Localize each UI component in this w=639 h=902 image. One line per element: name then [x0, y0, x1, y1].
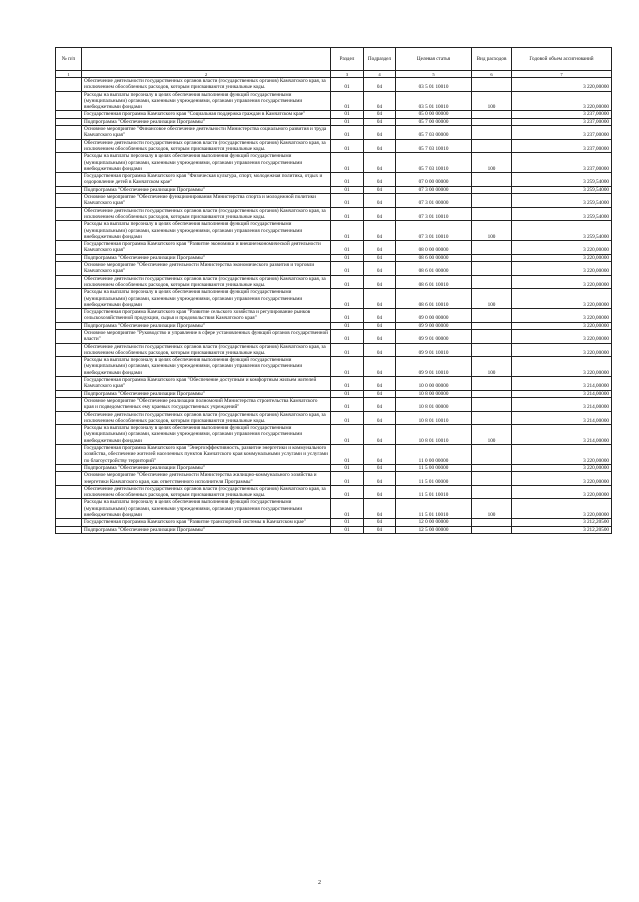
table-row — [56, 445, 612, 465]
table-row — [56, 425, 612, 445]
row-name: Подпрограмма "Обеспечение реализации Программы" — [82, 118, 331, 125]
row-target-article: 07 3 01 00000 — [396, 194, 472, 208]
table-row — [56, 91, 612, 111]
row-amount: 3 220,00000 — [512, 254, 612, 261]
row-number — [56, 289, 82, 309]
row-target-article: 11 5 00 00000 — [396, 464, 472, 471]
row-target-article: 10 8 00 00000 — [396, 390, 472, 397]
row-target-article: 07 3 01 10010 — [396, 207, 472, 221]
row-podrazdel: 04 — [364, 526, 396, 533]
row-number — [56, 221, 82, 241]
row-podrazdel: 04 — [364, 464, 396, 471]
table-row — [56, 322, 612, 329]
row-name: Государственная программа Камчатского края "Энергоэффективность, развитие энергетики и коммунального хозяйства, обеспечение жителей населенных пунктов Камчатского края коммунальными услугами и услугами по благоустройству территорий" — [82, 445, 331, 465]
budget-sheet — [55, 47, 612, 534]
table-row — [56, 262, 612, 276]
row-amount: 3 220,00000 — [512, 329, 612, 343]
row-name: Расходы на выплаты персоналу в целях обеспечения выполнения функций государственными (муниципальными) органами, казенными учреждениями, органами управления государственными внебюджетными фондами — [82, 221, 331, 241]
row-podrazdel: 04 — [364, 289, 396, 309]
col-header-vid: Вид расходов — [472, 48, 512, 71]
column-number: 7 — [512, 71, 612, 78]
col-header-podrazdel: Подраздел — [364, 48, 396, 71]
table-row — [56, 186, 612, 193]
row-target-article: 11 5 01 10010 — [396, 485, 472, 499]
row-razdel: 01 — [331, 526, 364, 533]
row-razdel: 01 — [331, 241, 364, 255]
row-expense-type — [472, 343, 512, 357]
row-target-article: 10 0 00 00000 — [396, 377, 472, 391]
table-row — [56, 111, 612, 118]
col-header-amount: Годовой объем ассигнований — [512, 48, 612, 71]
column-number: 1 — [56, 71, 82, 78]
row-expense-type — [472, 78, 512, 92]
row-number — [56, 425, 82, 445]
row-expense-type — [472, 397, 512, 411]
row-expense-type — [472, 111, 512, 118]
column-number: 6 — [472, 71, 512, 78]
row-expense-type — [472, 126, 512, 140]
row-name: Расходы на выплаты персоналу в целях обеспечения выполнения функций государственными (муниципальными) органами, казенными учреждениями, органами управления государственными внебюджетными фондами — [82, 357, 331, 377]
row-razdel: 01 — [331, 519, 364, 526]
table-row — [56, 126, 612, 140]
column-number: 5 — [396, 71, 472, 78]
row-razdel: 01 — [331, 357, 364, 377]
row-number — [56, 275, 82, 289]
row-expense-type — [472, 322, 512, 329]
row-target-article: 05 7 03 10010 — [396, 139, 472, 153]
row-razdel: 01 — [331, 254, 364, 261]
row-podrazdel: 04 — [364, 411, 396, 425]
row-expense-type: 100 — [472, 289, 512, 309]
table-body — [56, 78, 612, 534]
row-podrazdel: 04 — [364, 194, 396, 208]
row-target-article: 10 8 01 10010 — [396, 425, 472, 445]
row-number — [56, 472, 82, 486]
row-podrazdel: 04 — [364, 91, 396, 111]
row-razdel: 01 — [331, 411, 364, 425]
row-razdel: 01 — [331, 126, 364, 140]
table-row — [56, 464, 612, 471]
column-number: 4 — [364, 71, 396, 78]
row-target-article: 10 8 01 10010 — [396, 411, 472, 425]
row-number — [56, 173, 82, 187]
row-expense-type — [472, 519, 512, 526]
row-name: Государственная программа Камчатского края "Развитие транспортной системы в Камчатском крае" — [82, 519, 331, 526]
row-podrazdel: 04 — [364, 485, 396, 499]
row-amount: 3 237,00000 — [512, 118, 612, 125]
row-razdel: 01 — [331, 91, 364, 111]
row-expense-type — [472, 118, 512, 125]
row-amount: 3 214,00000 — [512, 397, 612, 411]
row-podrazdel: 04 — [364, 397, 396, 411]
row-amount: 3 212,20500 — [512, 519, 612, 526]
row-razdel: 01 — [331, 221, 364, 241]
row-amount: 3 259,54000 — [512, 207, 612, 221]
row-razdel: 01 — [331, 377, 364, 391]
row-expense-type — [472, 445, 512, 465]
row-target-article: 11 5 01 10010 — [396, 499, 472, 519]
row-name: Расходы на выплаты персоналу в целях обеспечения выполнения функций государственными (муниципальными) органами, казенными учреждениями, органами управления государственными внебюджетными фондами — [82, 425, 331, 445]
row-expense-type: 100 — [472, 499, 512, 519]
row-target-article: 05 7 00 00000 — [396, 118, 472, 125]
row-amount: 3 220,00000 — [512, 241, 612, 255]
row-expense-type — [472, 139, 512, 153]
row-amount: 3 237,00000 — [512, 126, 612, 140]
row-target-article: 07 0 00 00000 — [396, 173, 472, 187]
row-expense-type — [472, 472, 512, 486]
row-number — [56, 126, 82, 140]
row-name: Расходы на выплаты персоналу в целях обеспечения выполнения функций государственными (муниципальными) органами, казенными учреждениями, органами управления государственными внебюджетными фондами — [82, 499, 331, 519]
table-row — [56, 499, 612, 519]
header-row — [56, 48, 612, 71]
row-razdel: 01 — [331, 329, 364, 343]
row-name: Основное мероприятие "Обеспечение деятельности Министерства жилищно-коммунального хозяйства и энергетики Камчатского края, как ответственного исполнителя Программы" — [82, 472, 331, 486]
column-number-row — [56, 71, 612, 78]
row-target-article: 07 3 00 00000 — [396, 186, 472, 193]
row-name: Обеспечение деятельности государственных органов власти (государственных органов) Камчатского края, за исключением обособленных расходов, которым присваиваются уникальные коды. — [82, 139, 331, 153]
row-number — [56, 397, 82, 411]
table-row — [56, 357, 612, 377]
table-row — [56, 153, 612, 173]
row-amount: 3 259,54000 — [512, 194, 612, 208]
row-amount: 3 220,00000 — [512, 357, 612, 377]
row-target-article: 05 7 03 10010 — [396, 153, 472, 173]
row-name: Обеспечение деятельности государственных органов власти (государственных органов) Камчатского края, за исключением обособленных расходов, которым присваиваются уникальные коды. — [82, 78, 331, 92]
row-expense-type — [472, 173, 512, 187]
row-razdel: 01 — [331, 322, 364, 329]
table-row — [56, 485, 612, 499]
row-amount: 3 259,54000 — [512, 221, 612, 241]
row-amount: 3 237,00000 — [512, 153, 612, 173]
table-row — [56, 78, 612, 92]
row-podrazdel: 04 — [364, 254, 396, 261]
row-expense-type — [472, 526, 512, 533]
row-number — [56, 411, 82, 425]
table-row — [56, 309, 612, 323]
row-podrazdel: 04 — [364, 221, 396, 241]
row-name: Государственная программа Камчатского края "Обеспечение доступным и комфортным жильем жителей Камчатского края" — [82, 377, 331, 391]
table-row — [56, 241, 612, 255]
row-podrazdel: 04 — [364, 118, 396, 125]
row-name: Расходы на выплаты персоналу в целях обеспечения выполнения функций государственными (муниципальными) органами, казенными учреждениями, органами управления государственными внебюджетными фондами — [82, 91, 331, 111]
page-number: 2 — [318, 880, 321, 886]
row-name: Основное мероприятие "Обеспечение реализации полномочий Министерства строительства Камчатского края и подведомственных ему краевых государственных учреждений" — [82, 397, 331, 411]
row-number — [56, 357, 82, 377]
row-podrazdel: 04 — [364, 445, 396, 465]
row-podrazdel: 04 — [364, 173, 396, 187]
row-expense-type — [472, 485, 512, 499]
row-amount: 3 220,00000 — [512, 262, 612, 276]
row-number — [56, 390, 82, 397]
row-amount: 3 237,00000 — [512, 139, 612, 153]
row-podrazdel: 04 — [364, 390, 396, 397]
row-name: Государственная программа Камчатского края "Развитие сельского хозяйства и регулирование рынков сельскохозяйственной продукции, сырья и продовольствия Камчатского края" — [82, 309, 331, 323]
row-expense-type — [472, 411, 512, 425]
row-expense-type — [472, 377, 512, 391]
row-podrazdel: 04 — [364, 309, 396, 323]
row-podrazdel: 04 — [364, 139, 396, 153]
row-number — [56, 526, 82, 533]
row-razdel: 01 — [331, 275, 364, 289]
table-row — [56, 519, 612, 526]
row-razdel: 01 — [331, 153, 364, 173]
row-target-article: 09 0 00 00000 — [396, 309, 472, 323]
row-amount: 3 214,00000 — [512, 425, 612, 445]
row-number — [56, 118, 82, 125]
row-name: Подпрограмма "Обеспечение реализации Программы" — [82, 390, 331, 397]
col-header-target: Целевая статья — [396, 48, 472, 71]
table-row — [56, 472, 612, 486]
row-podrazdel: 04 — [364, 377, 396, 391]
row-name: Государственная программа Камчатского края "Физическая культура, спорт, молодежная политика, отдых и оздоровление детей в Камчатском крае" — [82, 173, 331, 187]
row-razdel: 01 — [331, 207, 364, 221]
row-expense-type — [472, 390, 512, 397]
row-amount: 3 220,00000 — [512, 309, 612, 323]
row-name: Основное мероприятие "Руководство и управление в сфере установленных функций органов государственной власти" — [82, 329, 331, 343]
row-target-article: 11 5 01 00000 — [396, 472, 472, 486]
row-target-article: 10 8 01 00000 — [396, 397, 472, 411]
row-razdel: 01 — [331, 499, 364, 519]
row-podrazdel: 04 — [364, 153, 396, 173]
row-target-article: 08 6 01 10010 — [396, 275, 472, 289]
row-podrazdel: 04 — [364, 207, 396, 221]
row-number — [56, 153, 82, 173]
row-podrazdel: 04 — [364, 111, 396, 118]
row-expense-type: 100 — [472, 357, 512, 377]
row-amount: 3 220,00000 — [512, 91, 612, 111]
row-number — [56, 445, 82, 465]
row-number — [56, 329, 82, 343]
row-razdel: 01 — [331, 397, 364, 411]
row-podrazdel: 04 — [364, 241, 396, 255]
row-amount: 3 237,00000 — [512, 111, 612, 118]
row-number — [56, 194, 82, 208]
row-name: Обеспечение деятельности государственных органов власти (государственных органов) Камчатского края, за исключением обособленных расходов, которым присваиваются уникальные коды. — [82, 343, 331, 357]
row-razdel: 01 — [331, 173, 364, 187]
row-expense-type: 100 — [472, 425, 512, 445]
col-header-num: № п/п — [56, 48, 82, 71]
row-amount: 3 220,00000 — [512, 464, 612, 471]
row-name: Подпрограмма "Обеспечение реализации Программы" — [82, 186, 331, 193]
row-number — [56, 139, 82, 153]
table-row — [56, 118, 612, 125]
row-name: Обеспечение деятельности государственных органов власти (государственных органов) Камчатского края, за исключением обособленных расходов, которым присваиваются уникальные коды. — [82, 207, 331, 221]
row-razdel: 01 — [331, 425, 364, 445]
table-row — [56, 254, 612, 261]
row-target-article: 05 0 00 00000 — [396, 111, 472, 118]
row-number — [56, 343, 82, 357]
row-name: Основное мероприятие "Обеспечение функционирования Министерства спорта и молодежной политики Камчатского края" — [82, 194, 331, 208]
row-razdel: 01 — [331, 194, 364, 208]
row-expense-type: 100 — [472, 91, 512, 111]
row-number — [56, 519, 82, 526]
row-name: Государственная программа Камчатского края "Социальная поддержка граждан в Камчатском крае" — [82, 111, 331, 118]
row-expense-type — [472, 186, 512, 193]
row-razdel: 01 — [331, 445, 364, 465]
row-expense-type — [472, 329, 512, 343]
row-amount: 3 212,20500 — [512, 526, 612, 533]
row-name: Обеспечение деятельности государственных органов власти (государственных органов) Камчатского края, за исключением обособленных расходов, которым присваиваются уникальные коды. — [82, 275, 331, 289]
row-podrazdel: 04 — [364, 425, 396, 445]
row-number — [56, 309, 82, 323]
row-amount: 3 220,00000 — [512, 445, 612, 465]
table-row — [56, 194, 612, 208]
row-razdel: 01 — [331, 186, 364, 193]
row-target-article: 08 6 01 00000 — [396, 262, 472, 276]
row-podrazdel: 04 — [364, 519, 396, 526]
row-razdel: 01 — [331, 390, 364, 397]
row-podrazdel: 04 — [364, 186, 396, 193]
row-expense-type — [472, 275, 512, 289]
row-number — [56, 207, 82, 221]
row-expense-type — [472, 254, 512, 261]
row-name: Государственная программа Камчатского края "Развитие экономики и внешнеэкономической деятельности Камчатского края" — [82, 241, 331, 255]
table-row — [56, 390, 612, 397]
table-row — [56, 377, 612, 391]
row-amount: 3 214,00000 — [512, 411, 612, 425]
row-target-article: 03 5 01 10010 — [396, 91, 472, 111]
row-name: Подпрограмма "Обеспечение реализации Программы" — [82, 254, 331, 261]
row-podrazdel: 04 — [364, 499, 396, 519]
table-row — [56, 411, 612, 425]
row-razdel: 01 — [331, 289, 364, 309]
row-number — [56, 485, 82, 499]
row-podrazdel: 04 — [364, 329, 396, 343]
row-expense-type: 100 — [472, 153, 512, 173]
column-number: 2 — [82, 71, 331, 78]
row-amount: 3 220,00000 — [512, 289, 612, 309]
row-name: Обеспечение деятельности государственных органов власти (государственных органов) Камчатского края, за исключением обособленных расходов, которым присваиваются уникальные коды. — [82, 411, 331, 425]
row-number — [56, 377, 82, 391]
table-row — [56, 397, 612, 411]
row-target-article: 12 5 00 00000 — [396, 526, 472, 533]
table-row — [56, 221, 612, 241]
row-target-article: 09 9 01 00000 — [396, 329, 472, 343]
row-number — [56, 111, 82, 118]
row-podrazdel: 04 — [364, 357, 396, 377]
row-target-article: 09 9 01 10010 — [396, 343, 472, 357]
row-name: Обеспечение деятельности государственных органов власти (государственных органов) Камчатского края, за исключением обособленных расходов, которым присваиваются уникальные коды. — [82, 485, 331, 499]
row-expense-type — [472, 464, 512, 471]
row-amount: 3 220,00000 — [512, 472, 612, 486]
row-name: Подпрограмма "Обеспечение реализации Программы" — [82, 322, 331, 329]
row-target-article: 08 6 00 00000 — [396, 254, 472, 261]
row-expense-type — [472, 207, 512, 221]
row-podrazdel: 04 — [364, 275, 396, 289]
row-name: Расходы на выплаты персоналу в целях обеспечения выполнения функций государственными (муниципальными) органами, казенными учреждениями, органами управления государственными внебюджетными фондами — [82, 289, 331, 309]
row-expense-type — [472, 194, 512, 208]
table-row — [56, 275, 612, 289]
row-number — [56, 262, 82, 276]
row-amount: 3 220,00000 — [512, 485, 612, 499]
row-expense-type — [472, 309, 512, 323]
row-target-article: 11 0 00 00000 — [396, 445, 472, 465]
row-podrazdel: 04 — [364, 262, 396, 276]
row-number — [56, 186, 82, 193]
table-row — [56, 526, 612, 533]
row-amount: 3 220,00000 — [512, 275, 612, 289]
row-podrazdel: 04 — [364, 322, 396, 329]
row-target-article: 03 5 01 10010 — [396, 78, 472, 92]
row-razdel: 01 — [331, 118, 364, 125]
row-expense-type — [472, 262, 512, 276]
row-name: Подпрограмма "Обеспечение реализации Программы" — [82, 464, 331, 471]
row-razdel: 01 — [331, 472, 364, 486]
row-amount: 3 214,00000 — [512, 390, 612, 397]
row-razdel: 01 — [331, 485, 364, 499]
row-target-article: 08 6 01 10010 — [396, 289, 472, 309]
row-name: Основное мероприятие "Обеспечение деятельности Министерства экономического развития и торговли Камчатского края" — [82, 262, 331, 276]
table-row — [56, 173, 612, 187]
budget-table — [55, 47, 612, 534]
row-amount: 3 220,00000 — [512, 322, 612, 329]
table-row — [56, 139, 612, 153]
column-number: 3 — [331, 71, 364, 78]
row-amount: 3 259,54000 — [512, 173, 612, 187]
row-amount: 3 220,00000 — [512, 78, 612, 92]
row-name: Основное мероприятие "Финансовое обеспечение деятельности Министерства социального развития и труда Камчатского края" — [82, 126, 331, 140]
table-row — [56, 289, 612, 309]
row-target-article: 09 9 01 10010 — [396, 357, 472, 377]
row-razdel: 01 — [331, 262, 364, 276]
row-number — [56, 78, 82, 92]
table-row — [56, 329, 612, 343]
row-target-article: 05 7 03 00000 — [396, 126, 472, 140]
row-razdel: 01 — [331, 78, 364, 92]
col-header-razdel: Раздел — [331, 48, 364, 71]
row-number — [56, 322, 82, 329]
row-number — [56, 499, 82, 519]
row-name: Расходы на выплаты персоналу в целях обеспечения выполнения функций государственными (муниципальными) органами, казенными учреждениями, органами управления государственными внебюджетными фондами — [82, 153, 331, 173]
row-podrazdel: 04 — [364, 78, 396, 92]
row-target-article: 09 9 00 00000 — [396, 322, 472, 329]
row-razdel: 01 — [331, 111, 364, 118]
row-razdel: 01 — [331, 464, 364, 471]
row-razdel: 01 — [331, 139, 364, 153]
row-podrazdel: 04 — [364, 343, 396, 357]
row-expense-type — [472, 241, 512, 255]
row-razdel: 01 — [331, 343, 364, 357]
row-target-article: 12 0 00 00000 — [396, 519, 472, 526]
row-number — [56, 91, 82, 111]
row-razdel: 01 — [331, 309, 364, 323]
row-target-article: 08 0 00 00000 — [396, 241, 472, 255]
table-row — [56, 343, 612, 357]
row-number — [56, 464, 82, 471]
row-amount: 3 214,00000 — [512, 377, 612, 391]
row-amount: 3 220,00000 — [512, 343, 612, 357]
row-podrazdel: 04 — [364, 126, 396, 140]
row-name: Подпрограмма "Обеспечение реализации Программы" — [82, 526, 331, 533]
table-row — [56, 207, 612, 221]
col-header-name — [82, 48, 331, 71]
row-target-article: 07 3 01 10010 — [396, 221, 472, 241]
row-podrazdel: 04 — [364, 472, 396, 486]
row-amount: 3 220,00000 — [512, 499, 612, 519]
row-amount: 3 259,54000 — [512, 186, 612, 193]
row-number — [56, 254, 82, 261]
row-number — [56, 241, 82, 255]
row-expense-type: 100 — [472, 221, 512, 241]
